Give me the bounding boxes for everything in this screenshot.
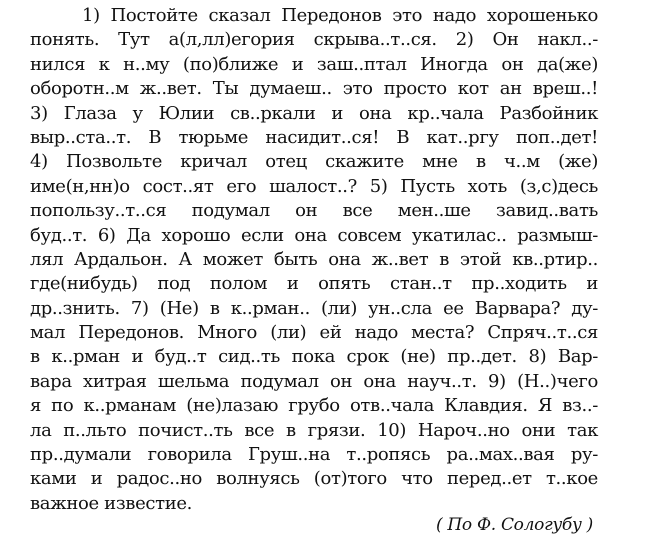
text-line: др..знить. 7) (Не) в к..рман.. (ли) ун..сла ее Варвара? ду- — [30, 297, 598, 319]
text-line: пр..думали говорила Груш..на т..ропясь ра..мах..вая ру- — [30, 444, 598, 466]
text-line: мал Передонов. Много (ли) ей надо места? Спряч..т..ся — [30, 322, 598, 344]
text-line: я по к..рманам (не)лазаю грубо отв..чала Клавдия. Я вз..- — [30, 395, 598, 417]
text-line: важное известие. — [30, 492, 193, 514]
source-attribution: ( По Ф. Сологубу ) — [435, 515, 593, 535]
text-line: нился к н..му (по)ближе и заш..птал Иногда он да(же) — [30, 53, 598, 75]
text-line: ками и радос..но волнуясь (от)того что перед..ет т..кое — [30, 468, 598, 490]
text-line: оборотн..м ж..вет. Ты думаеш.. это просто кот ан вреш..! — [30, 78, 598, 100]
text-line: вара хитрая шельма подумал он она науч..т. 9) (Н..)чего — [30, 370, 598, 392]
text-line: понять. Тут а(л,лл)егория скрыва..т..ся. 2) Он накл..- — [30, 29, 598, 51]
text-line: где(нибудь) под полом и опять стан..т пр..ходить и — [30, 273, 598, 295]
text-line: лял Ардальон. А может быть она ж..вет в этой кв..ртир.. — [30, 248, 598, 270]
exercise-text — [30, 4, 598, 516]
text-line: попользу..т..ся подумал он все мен..ше завид..вать — [30, 200, 598, 222]
text-line: 1) Постойте сказал Передонов это надо хорошенько — [82, 5, 598, 26]
text-line: ла п..льто почист..ть все в грязи. 10) Нароч..но они так — [30, 419, 598, 441]
text-line: выр..ста..т. В тюрьме насидит..ся! В кат..ргу поп..дет! — [30, 126, 598, 148]
text-line: в к..рман и буд..т сид..ть пока срок (не) пр..дет. 8) Вар- — [30, 346, 598, 368]
text-line: 3) Глаза у Юлии св..ркали и она кр..чала Разбойник — [30, 102, 598, 124]
text-line: буд..т. 6) Да хорошо если она совсем укатилас.. размыш- — [30, 224, 598, 246]
text-line: 4) Позвольте кричал отец скажите мне в ч..м (же) — [30, 151, 598, 173]
text-line: име(н,нн)о сост..ят его шалост..? 5) Пусть хоть (з,с)десь — [30, 175, 598, 197]
